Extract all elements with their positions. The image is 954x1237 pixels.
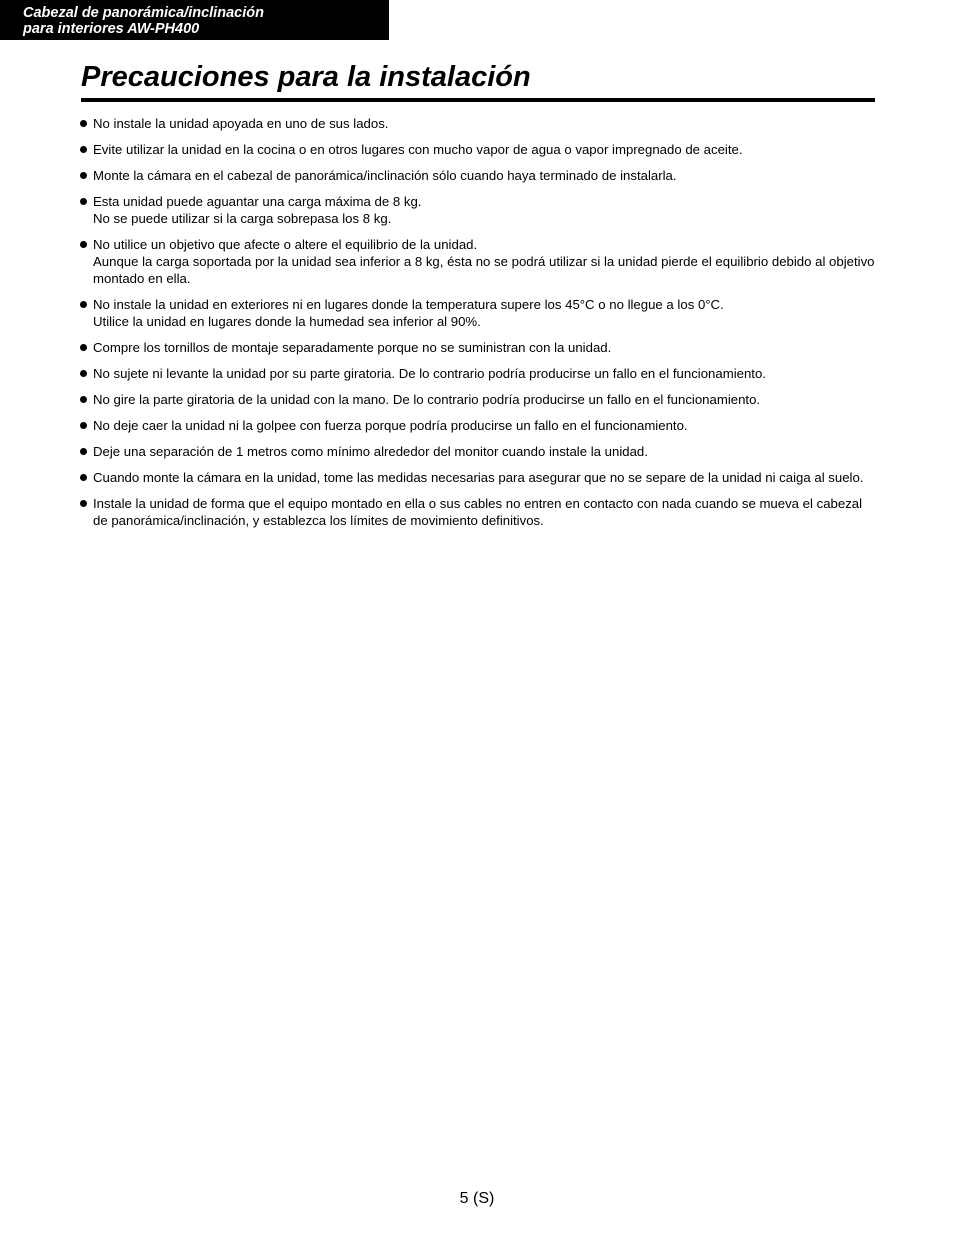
precaution-item xyxy=(79,236,875,287)
precaution-text: Utilice la unidad en lugares donde la humedad sea inferior al 90%. xyxy=(93,314,481,329)
precaution-item xyxy=(79,167,875,184)
precaution-text: Cuando monte la cámara en la unidad, tome las medidas necesarias para asegurar que no se separe de la unidad ni caiga al suelo. xyxy=(93,470,864,485)
precaution-item xyxy=(79,469,875,486)
precaution-item xyxy=(79,141,875,158)
bullet-icon xyxy=(80,474,87,481)
precaution-item xyxy=(79,417,875,434)
header-line-2: para interiores AW-PH400 xyxy=(23,21,200,37)
bullet-icon xyxy=(80,198,87,205)
precaution-text: No gire la parte giratoria de la unidad con la mano. De lo contrario podría producirse un fallo en el funcionamiento. xyxy=(93,392,761,407)
precaution-text: Evite utilizar la unidad en la cocina o en otros lugares con mucho vapor de agua o vapor impregnado de aceite. xyxy=(93,142,743,157)
precaution-text: No se puede utilizar si la carga sobrepasa los 8 kg. xyxy=(93,211,392,226)
precaution-text: Monte la cámara en el cabezal de panorámica/inclinación sólo cuando haya terminado de instalarla. xyxy=(93,168,677,183)
precaution-item xyxy=(79,365,875,382)
precaution-text: Esta unidad puede aguantar una carga máxima de 8 kg. xyxy=(93,194,422,209)
bullet-icon xyxy=(80,301,87,308)
precaution-text: No utilice un objetivo que afecte o altere el equilibrio de la unidad. xyxy=(93,237,478,252)
precaution-item xyxy=(79,115,875,132)
precaution-text: No instale la unidad en exteriores ni en lugares donde la temperatura supere los 45°C o no llegue a los 0°C. xyxy=(93,297,724,312)
title-rule xyxy=(81,98,875,102)
header-tab xyxy=(0,0,389,40)
bullet-icon xyxy=(80,500,87,507)
bullet-icon xyxy=(80,344,87,351)
precaution-text: Deje una separación de 1 metros como mínimo alrededor del monitor cuando instale la unidad. xyxy=(93,444,648,459)
precaution-item xyxy=(79,443,875,460)
page-title: Precauciones para la instalación xyxy=(81,61,531,93)
precaution-text: No sujete ni levante la unidad por su parte giratoria. De lo contrario podría producirse un fallo en el funcionamiento. xyxy=(93,366,766,381)
precaution-text: Instale la unidad de forma que el equipo montado en ella o sus cables no entren en contacto con nada cuando se mueva el cabezal de panorámica/inclinación, y establezca los límites de movimiento definitivos. xyxy=(93,496,863,528)
header-line-1: Cabezal de panorámica/inclinación xyxy=(23,5,264,21)
precaution-item xyxy=(79,193,875,227)
precaution-text: Aunque la carga soportada por la unidad sea inferior a 8 kg, ésta no se podrá utilizar si la unidad pierde el equilibrio debido al objetivo montado en ella. xyxy=(93,254,875,286)
precautions-list xyxy=(79,115,875,538)
bullet-icon xyxy=(80,448,87,455)
precaution-item xyxy=(79,296,875,330)
precaution-text: Compre los tornillos de montaje separadamente porque no se suministran con la unidad. xyxy=(93,340,612,355)
bullet-icon xyxy=(80,172,87,179)
precaution-item xyxy=(79,495,875,529)
bullet-icon xyxy=(80,422,87,429)
precaution-text: No deje caer la unidad ni la golpee con fuerza porque podría producirse un fallo en el funcionamiento. xyxy=(93,418,688,433)
bullet-icon xyxy=(80,146,87,153)
page-number: 5 (S) xyxy=(459,1190,495,1207)
bullet-icon xyxy=(80,370,87,377)
precaution-item xyxy=(79,391,875,408)
precaution-text: No instale la unidad apoyada en uno de sus lados. xyxy=(93,116,389,131)
bullet-icon xyxy=(80,120,87,127)
precaution-item xyxy=(79,339,875,356)
bullet-icon xyxy=(80,241,87,248)
bullet-icon xyxy=(80,396,87,403)
